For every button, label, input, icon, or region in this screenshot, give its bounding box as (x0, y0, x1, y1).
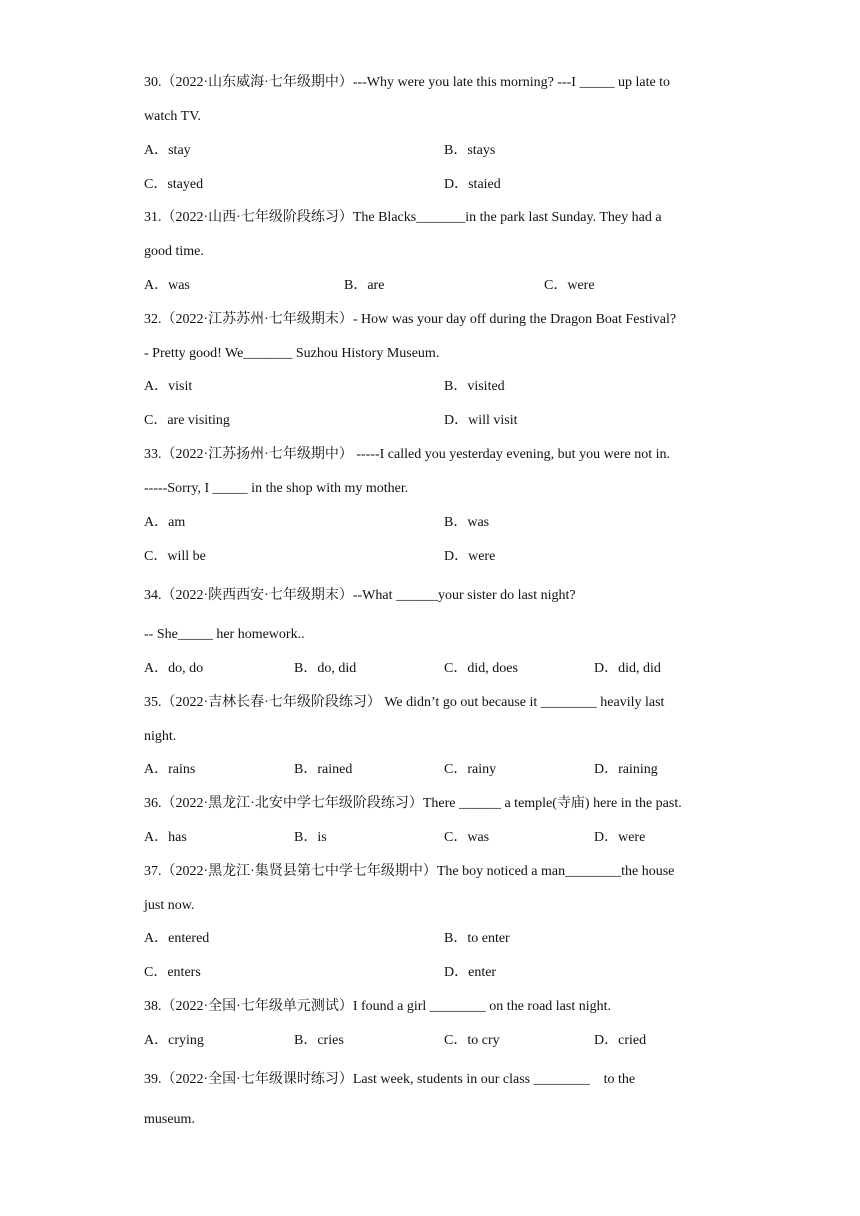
question-37-stem-cont: just now. (144, 898, 195, 913)
q35-option-c: C．rainy (444, 762, 497, 777)
question-37-stem: 37.（2022·黑龙江·集贤县第七中学七年级期中）The boy noticed a man________the house (144, 864, 675, 879)
q31-option-c: C．were (544, 278, 595, 293)
q32-option-c: C．are visiting (144, 413, 230, 428)
question-32-stem-cont: - Pretty good! We_______ Suzhou History Museum. (144, 346, 440, 361)
q35-option-a: A．rains (144, 762, 196, 777)
question-33-stem: 33.（2022·江苏扬州·七年级期中） -----I called you yesterday evening, but you were not in. (144, 447, 671, 462)
q38-option-c: C．to cry (444, 1033, 500, 1048)
q34-option-a: A．do, do (144, 661, 204, 676)
question-35-stem: 35.（2022·吉林长春·七年级阶段练习） We didn’t go out because it ________ heavily last (144, 695, 665, 710)
q32-option-a: A．visit (144, 379, 193, 394)
q37-option-a: A．entered (144, 931, 210, 946)
question-31-stem-cont: good time. (144, 244, 204, 259)
q37-option-d: D．enter (444, 965, 497, 980)
q34-option-d: D．did, did (594, 661, 661, 676)
q33-option-a: A．am (144, 515, 186, 530)
q30-option-d: D．staied (444, 177, 501, 192)
q32-option-d: D．will visit (444, 413, 518, 428)
q35-option-b: B．rained (294, 762, 353, 777)
q36-option-d: D．were (594, 830, 646, 845)
q33-option-b: B．was (444, 515, 490, 530)
q34-option-c: C．did, does (444, 661, 518, 676)
question-32-stem: 32.（2022·江苏苏州·七年级期末）- How was your day off during the Dragon Boat Festival? (144, 312, 677, 327)
question-39-stem-cont: museum. (144, 1112, 195, 1127)
q31-option-b: B．are (344, 278, 385, 293)
question-35-stem-cont: night. (144, 729, 177, 744)
q35-option-d: D．raining (594, 762, 658, 777)
q36-option-b: B．is (294, 830, 327, 845)
q31-option-a: A．was (144, 278, 190, 293)
question-30-stem: 30.（2022·山东威海·七年级期中）---Why were you late this morning? ---I _____ up late to (144, 75, 671, 90)
q32-option-b: B．visited (444, 379, 505, 394)
question-31-stem: 31.（2022·山西·七年级阶段练习）The Blacks_______in the park last Sunday. They had a (144, 210, 662, 225)
q33-option-d: D．were (444, 549, 496, 564)
question-33-stem-cont: -----Sorry, I _____ in the shop with my mother. (144, 481, 409, 496)
q36-option-c: C．was (444, 830, 490, 845)
q36-option-a: A．has (144, 830, 187, 845)
question-34-stem-cont: -- She_____ her homework.. (144, 627, 305, 642)
q38-option-d: D．cried (594, 1033, 647, 1048)
q38-option-b: B．cries (294, 1033, 344, 1048)
q37-option-c: C．enters (144, 965, 201, 980)
q30-option-a: A．stay (144, 143, 191, 158)
question-30-stem-cont: watch TV. (144, 109, 202, 124)
q37-option-b: B．to enter (444, 931, 510, 946)
q33-option-c: C．will be (144, 549, 206, 564)
q38-option-a: A．crying (144, 1033, 204, 1048)
question-34-stem: 34.（2022·陕西西安·七年级期末）--What ______your sister do last night? (144, 588, 576, 603)
question-38-stem: 38.（2022·全国·七年级单元测试）I found a girl ________ on the road last night. (144, 999, 612, 1014)
q30-option-b: B．stays (444, 143, 496, 158)
question-36-stem: 36.（2022·黑龙江·北安中学七年级阶段练习）There ______ a temple(寺庙) here in the past. (144, 796, 682, 811)
question-39-stem: 39.（2022·全国·七年级课时练习）Last week, students in our class ________ to the (144, 1072, 636, 1087)
q34-option-b: B．do, did (294, 661, 357, 676)
q30-option-c: C．stayed (144, 177, 204, 192)
